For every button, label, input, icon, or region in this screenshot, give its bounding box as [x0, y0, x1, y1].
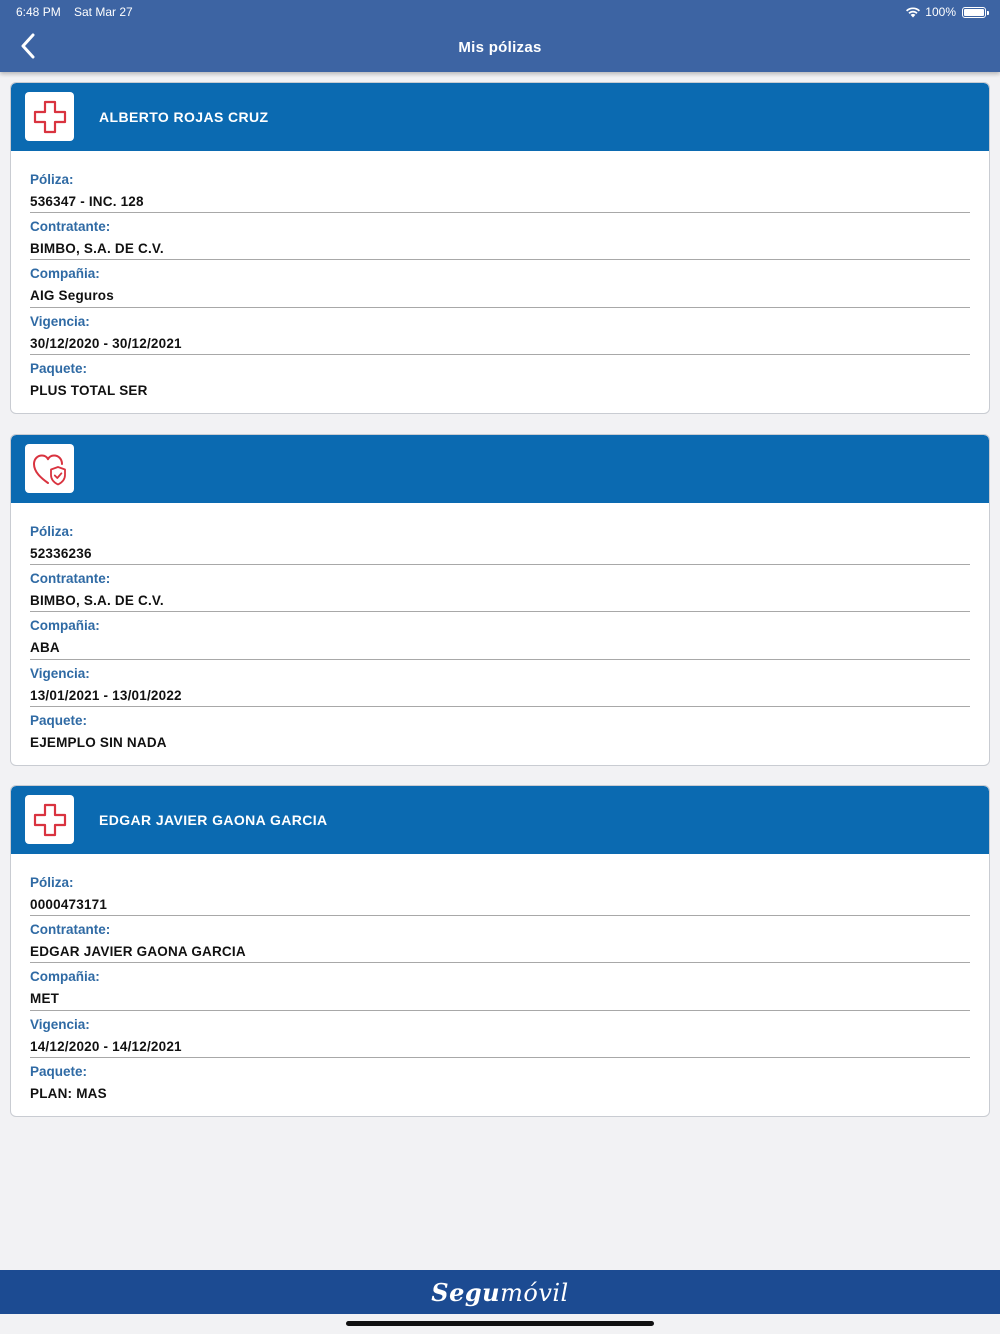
field-paquete: [30, 1058, 970, 1106]
field-value: MET: [30, 991, 60, 1006]
field-label: Compañia:: [30, 618, 100, 633]
field-label: Contratante:: [30, 218, 111, 234]
brand-footer: [0, 1270, 1000, 1314]
field-label: Paquete:: [30, 713, 88, 728]
field-contratante: [30, 916, 970, 964]
field-value: 536347 - INC. 128: [30, 194, 144, 209]
status-time: 6:48 PM: [16, 5, 61, 19]
policy-fields: [11, 503, 989, 755]
policy-holder-name: ALBERTO ROJAS CRUZ: [99, 109, 269, 125]
field-label: Contratante:: [30, 570, 111, 586]
field-value: PLAN: MAS: [30, 1086, 107, 1101]
field-label: Póliza:: [30, 875, 74, 890]
field-contratante: [30, 565, 970, 613]
field-value: ABA: [30, 640, 60, 655]
field-label: Compañia:: [30, 266, 100, 281]
field-value: BIMBO, S.A. DE C.V.: [30, 240, 164, 256]
field-value: AIG Seguros: [30, 288, 114, 303]
brand-logo: [431, 1278, 568, 1307]
field-value: 14/12/2020 - 14/12/2021: [30, 1038, 182, 1054]
field-label: Paquete:: [30, 1064, 88, 1079]
brand-prefix: Segu: [431, 1277, 501, 1307]
field-label: Póliza:: [30, 524, 74, 539]
policy-card[interactable]: [10, 434, 990, 766]
field-compania: [30, 963, 970, 1011]
battery-icon: [962, 7, 986, 18]
medical-cross-icon: [33, 100, 67, 134]
field-label: Contratante:: [30, 921, 111, 937]
field-value: 30/12/2020 - 30/12/2021: [30, 335, 182, 351]
policy-card[interactable]: [10, 785, 990, 1117]
policy-fields: [11, 854, 989, 1106]
policy-icon-box: [25, 444, 74, 493]
wifi-icon: [905, 6, 921, 18]
policy-fields: [11, 151, 989, 403]
page-title: Mis pólizas: [458, 39, 542, 56]
field-value: 0000473171: [30, 897, 108, 912]
policy-icon-box: [25, 92, 74, 141]
field-value: 52336236: [30, 546, 92, 561]
field-compania: [30, 612, 970, 660]
policy-card-header: [11, 435, 989, 503]
navigation-bar: [0, 0, 1000, 72]
home-indicator[interactable]: [346, 1321, 654, 1326]
field-label: Póliza:: [30, 172, 74, 187]
status-bar: [16, 5, 986, 21]
medical-cross-icon: [33, 803, 67, 837]
policy-card-header: [11, 786, 989, 854]
field-label: Vigencia:: [30, 665, 90, 681]
battery-percent: 100%: [925, 5, 956, 19]
field-poliza: [30, 517, 970, 565]
field-poliza: [30, 165, 970, 213]
field-label: Vigencia:: [30, 1016, 90, 1032]
status-right: [905, 5, 986, 19]
field-value: PLUS TOTAL SER: [30, 383, 148, 398]
policy-card[interactable]: [10, 82, 990, 414]
field-label: Paquete:: [30, 361, 88, 376]
heart-shield-icon: [31, 451, 69, 487]
field-contratante: [30, 213, 970, 261]
field-value: 13/01/2021 - 13/01/2022: [30, 687, 182, 703]
field-value: BIMBO, S.A. DE C.V.: [30, 592, 164, 608]
policy-icon-box: [25, 795, 74, 844]
field-value: EJEMPLO SIN NADA: [30, 735, 167, 750]
field-vigencia: [30, 1011, 970, 1059]
field-label: Compañia:: [30, 969, 100, 984]
field-paquete: [30, 707, 970, 755]
field-compania: [30, 260, 970, 308]
field-value: EDGAR JAVIER GAONA GARCIA: [30, 943, 246, 959]
field-label: Vigencia:: [30, 313, 90, 329]
brand-suffix: móvil: [500, 1278, 569, 1307]
field-paquete: [30, 355, 970, 403]
policy-holder-name: EDGAR JAVIER GAONA GARCIA: [99, 812, 328, 828]
field-vigencia: [30, 308, 970, 356]
policy-card-header: [11, 83, 989, 151]
field-poliza: [30, 868, 970, 916]
status-date: Sat Mar 27: [74, 5, 133, 19]
field-vigencia: [30, 660, 970, 708]
